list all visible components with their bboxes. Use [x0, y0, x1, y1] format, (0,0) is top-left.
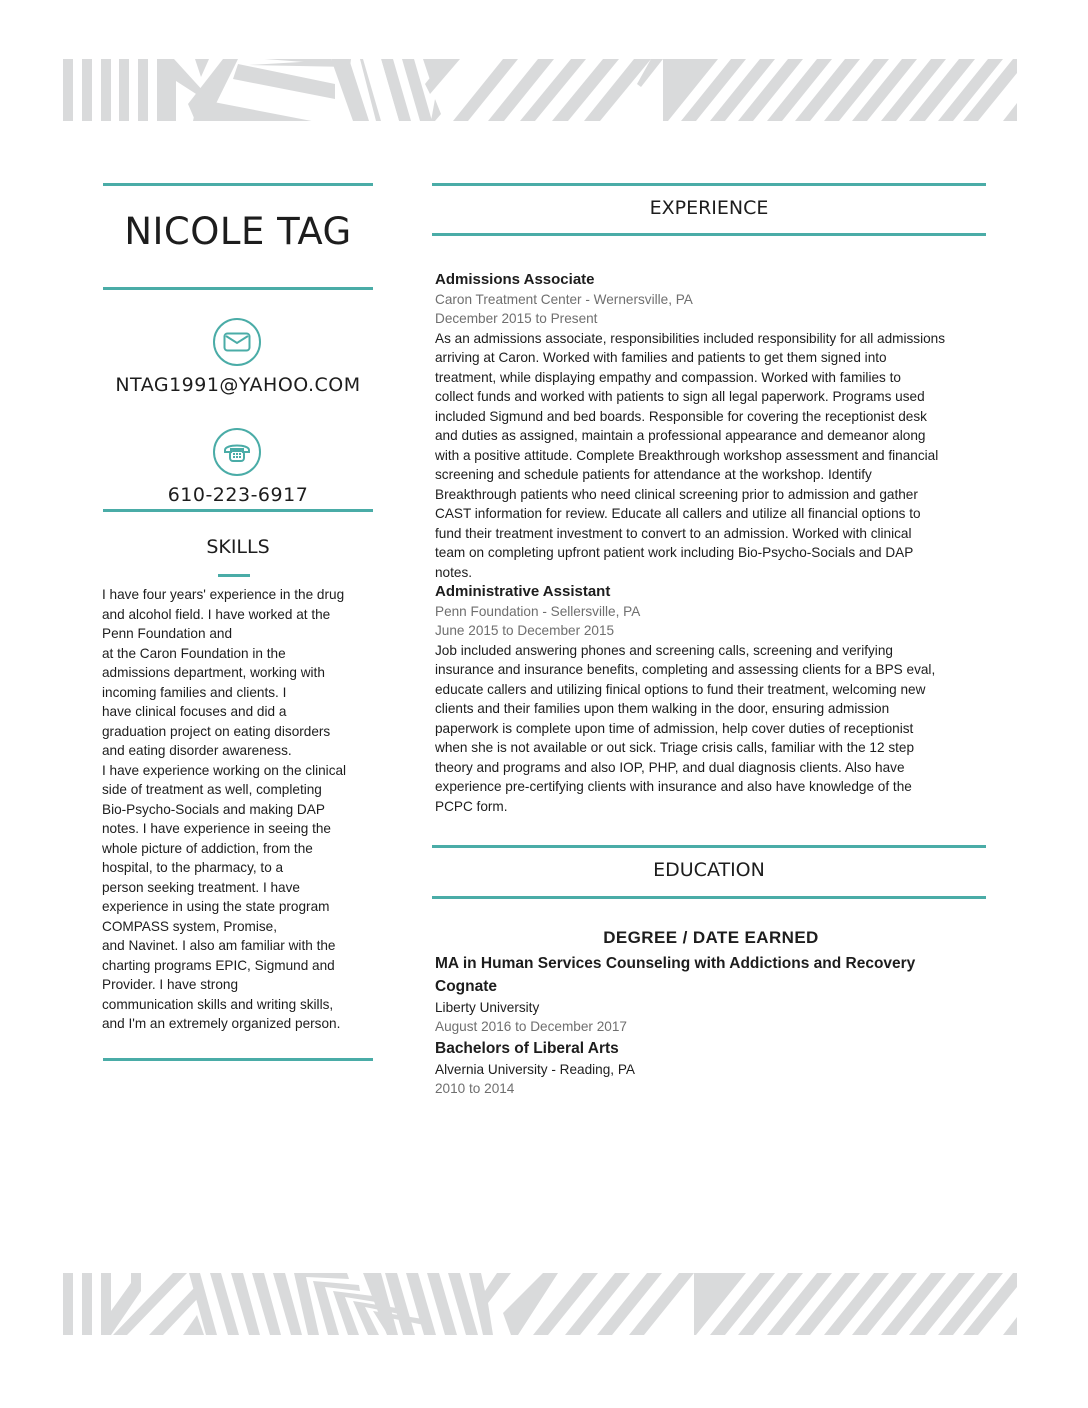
job-description-line: included Sigmund and bed boards. Responsible for covering the receptionist desk	[435, 408, 927, 424]
job-description-line: team on completing upfront patient work including Bio-Psycho-Socials and DAP	[435, 545, 914, 560]
job-company: Caron Treatment Center - Wernersville, PA	[435, 291, 693, 307]
skills-heading: SKILLS	[206, 536, 270, 558]
left-column-bottom-divider	[103, 1058, 373, 1061]
job-description-line: Breakthrough patients who need clinical screening prior to admission and gather	[435, 486, 918, 502]
skills-text-line: charting programs EPIC, Sigmund and	[102, 957, 335, 973]
experience-top-divider	[432, 183, 986, 186]
education-subheading: DEGREE / DATE EARNED	[603, 928, 819, 947]
skills-text-line: Bio-Psycho-Socials and making DAP	[102, 801, 325, 817]
job-company: Penn Foundation - Sellersville, PA	[435, 603, 641, 619]
education-heading: EDUCATION	[653, 859, 765, 881]
experience-bottom-divider	[432, 233, 986, 236]
skills-heading-underline	[218, 574, 250, 577]
stripe-pattern-bottom-graphic	[63, 1273, 1017, 1335]
job-description-line: collect funds and worked with patients to sign all legal paperwork. Programs used	[435, 389, 925, 404]
education-top-divider	[432, 845, 986, 848]
job-description-line: fund their treatment investment to convert to an admission. Worked with clinical	[435, 525, 912, 541]
job-description-line: CAST information for review. Educate all callers and utilize all financial options to	[435, 506, 921, 521]
degree-title-continued: Cognate	[435, 977, 497, 995]
education-bottom-divider	[432, 896, 986, 899]
job-description-line: clients and their families upon them walking in the door, ensuring admission	[435, 701, 890, 716]
skills-text-line: hospital, to the pharmacy, to a	[102, 860, 284, 875]
skills-text-line: and Navinet. I also am familiar with the	[102, 938, 336, 953]
experience-list	[435, 270, 987, 816]
skills-text-line: at the Caron Foundation in the	[102, 645, 286, 661]
name-bottom-divider	[103, 287, 373, 290]
skills-text-line: and eating disorder awareness.	[102, 743, 292, 758]
skills-text-line: incoming families and clients. I	[102, 684, 287, 700]
job-description-line: treatment, while displaying empathy and compassion. Worked with families to	[435, 369, 901, 385]
job-description-line: arriving at Caron. Worked with families and patients to get them signed into	[435, 350, 887, 365]
degree-title: MA in Human Services Counseling with Addictions and Recovery	[435, 954, 916, 972]
skills-text-line: experience in using the state program	[102, 899, 330, 914]
degree-school: Liberty University	[435, 999, 540, 1015]
skills-text-line: and I'm an extremely organized person.	[102, 1016, 341, 1031]
phone-number[interactable]: 610-223-6917	[167, 484, 309, 506]
job-description-line: notes.	[435, 564, 473, 580]
skills-text-line: graduation project on eating disorders	[102, 723, 331, 739]
degree-school: Alvernia University - Reading, PA	[435, 1061, 635, 1077]
telephone-icon	[213, 428, 261, 476]
job-title: Admissions Associate	[435, 271, 595, 288]
skills-summary	[102, 585, 372, 1034]
job-description	[435, 329, 987, 583]
job-description-line: Job included answering phones and screening calls, screening and verifying	[435, 642, 893, 658]
decorative-pattern-top	[63, 59, 1017, 121]
candidate-name: NICOLE TAG	[124, 210, 352, 253]
experience-heading: EXPERIENCE	[649, 197, 769, 219]
education-list	[435, 928, 987, 1099]
job-title: Administrative Assistant	[435, 583, 611, 600]
job-description-line: PCPC form.	[435, 798, 508, 814]
skills-text-line: notes. I have experience in seeing the	[102, 821, 331, 836]
skills-text-line: person seeking treatment. I have	[102, 879, 300, 895]
skills-text-line: communication skills and writing skills,	[102, 996, 334, 1012]
contact-bottom-divider	[103, 509, 373, 512]
job-entry	[435, 270, 987, 582]
skills-text-line: Penn Foundation and	[102, 626, 233, 641]
job-description-line: theory and programs and also IOP, PHP, and dual diagnosis clients. Also have	[435, 759, 905, 775]
skills-text-line: whole picture of addiction, from the	[102, 840, 313, 856]
job-description-line: As an admissions associate, responsibilities included responsibility for all admissions	[435, 330, 946, 346]
job-description-line: and duties as assigned, maintain a professional appearance and demeanor along	[435, 428, 926, 443]
degree-entry	[435, 952, 987, 1037]
skills-text-line: admissions department, working with	[102, 665, 325, 680]
job-description-line: educate callers and utilizing finical options to fund their treatment, welcoming new	[435, 681, 926, 697]
skills-text-line: and alcohol field. I have worked at the	[102, 606, 331, 622]
degree-title: Bachelors of Liberal Arts	[435, 1039, 619, 1057]
job-description-line: with a positive attitude. Complete Breakthrough workshop assessment and financial	[435, 447, 939, 463]
skills-text-line: I have four years' experience in the drug	[102, 587, 345, 602]
job-description-line: insurance and insurance benefits, completing and assessing clients for a BPS eval,	[435, 662, 936, 677]
stripe-pattern-top-graphic	[63, 59, 1017, 121]
job-dates: December 2015 to Present	[435, 311, 598, 326]
job-description	[435, 641, 987, 817]
skills-text-line: I have experience working on the clinical	[102, 762, 347, 778]
skills-text-line: COMPASS system, Promise,	[102, 918, 277, 934]
job-description-line: paperwork is complete upon time of admission, help cover duties of receptionist	[435, 720, 914, 736]
job-dates: June 2015 to December 2015	[435, 623, 615, 638]
envelope-icon	[213, 318, 261, 366]
job-description-line: experience pre-certifying clients with insurance and also have knowledge of the	[435, 779, 912, 794]
skills-text-line: Provider. I have strong	[102, 977, 239, 992]
name-top-divider	[103, 183, 373, 186]
email-address[interactable]: NTAG1991@YAHOO.COM	[115, 374, 361, 396]
job-description-line: screening and schedule patients for attendance at the workshop. Identify	[435, 467, 872, 482]
job-description-line: when she is not available or out sick. Triage crisis calls, familiar with the 12 step	[435, 740, 915, 755]
job-entry	[435, 582, 987, 816]
skills-text-line: side of treatment as well, completing	[102, 782, 322, 797]
skills-text-line: have clinical focuses and did a	[102, 704, 287, 719]
decorative-pattern-bottom	[63, 1273, 1017, 1335]
degree-entry	[435, 1037, 987, 1099]
degree-dates: August 2016 to December 2017	[435, 1019, 627, 1034]
degree-dates: 2010 to 2014	[435, 1081, 515, 1096]
